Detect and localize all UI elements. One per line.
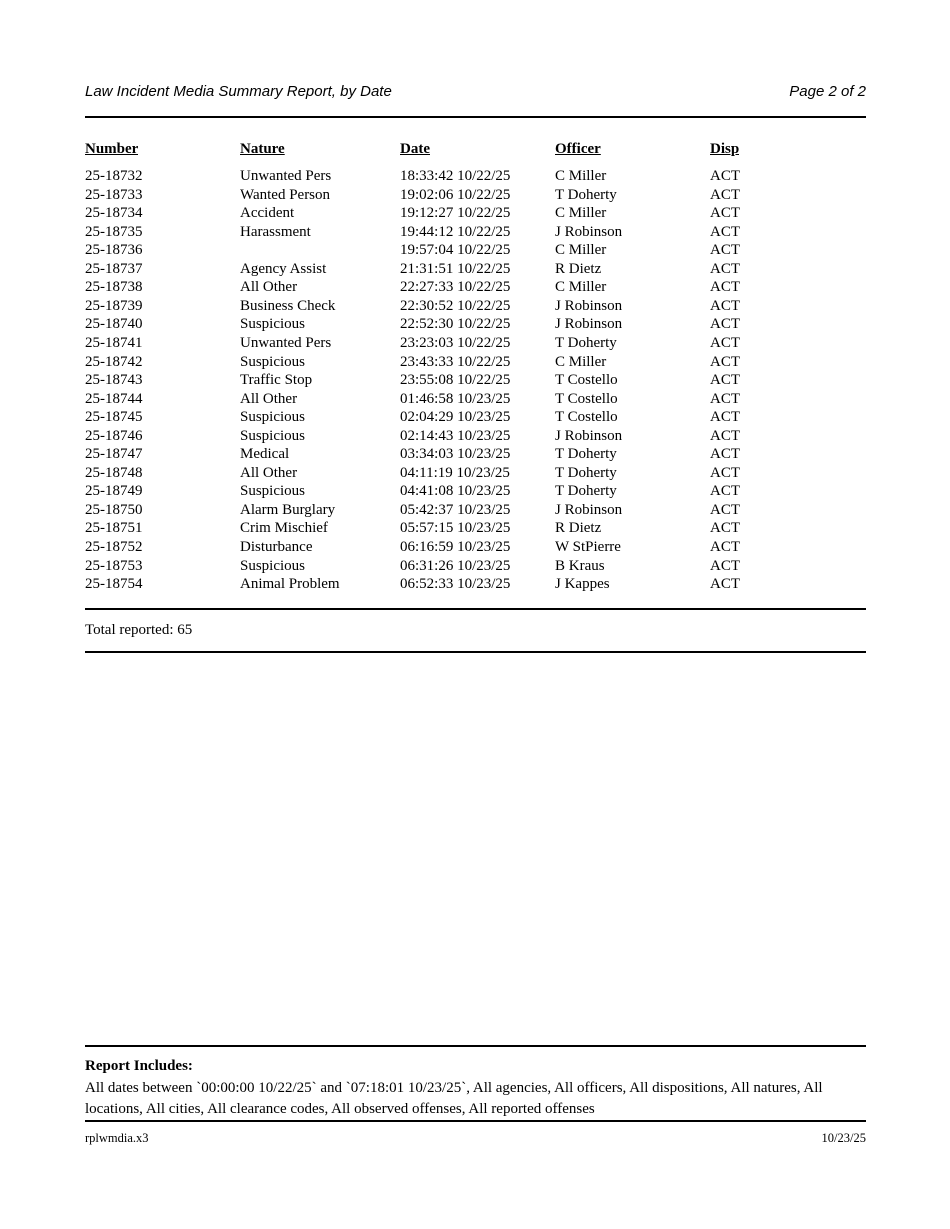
- table-row: [85, 390, 866, 409]
- cell-number: 25-18744: [85, 390, 143, 407]
- table-row: [85, 482, 866, 501]
- cell-nature: Unwanted Pers: [240, 335, 332, 352]
- column-header-date: Date: [400, 141, 430, 157]
- cell-date: 06:31:26 10/23/25: [400, 557, 511, 574]
- cell-disp: ACT: [710, 316, 740, 333]
- cell-number: 25-18753: [85, 557, 143, 574]
- cell-nature: Agency Assist: [240, 260, 327, 277]
- cell-officer: T Doherty: [555, 483, 617, 500]
- table-row: [85, 575, 866, 594]
- cell-number: 25-18747: [85, 446, 143, 463]
- cell-officer: J Kappes: [555, 576, 610, 593]
- report-includes-body: All dates between `00:00:00 10/22/25` and `07:18:01 10/23/25`, All agencies, All officers, All dispositions, All natures, All locations, All cities, All clearance codes, All observed offenses, All reported offenses: [85, 1079, 823, 1117]
- cell-number: 25-18742: [85, 353, 143, 370]
- cell-number: 25-18733: [85, 186, 143, 203]
- cell-number: 25-18740: [85, 316, 143, 333]
- cell-disp: ACT: [710, 539, 740, 556]
- cell-date: 21:31:51 10/22/25: [400, 260, 511, 277]
- table-row: [85, 519, 866, 538]
- report-includes-heading: Report Includes:: [85, 1058, 193, 1074]
- table-row: [85, 260, 866, 279]
- cell-nature: Unwanted Pers: [240, 168, 332, 185]
- cell-nature: Medical: [240, 446, 290, 463]
- cell-officer: C Miller: [555, 168, 607, 185]
- cell-date: 04:11:19 10/23/25: [400, 464, 510, 481]
- cell-number: 25-18743: [85, 372, 143, 389]
- column-header-number: Number: [85, 141, 139, 157]
- cell-number: 25-18751: [85, 520, 143, 537]
- table-row: [85, 334, 866, 353]
- cell-nature: Disturbance: [240, 539, 313, 556]
- table-row: [85, 167, 866, 186]
- cell-disp: ACT: [710, 223, 740, 240]
- cell-officer: T Costello: [555, 390, 618, 407]
- cell-number: 25-18736: [85, 242, 143, 259]
- cell-nature: Suspicious: [240, 557, 306, 574]
- table-row: [85, 278, 866, 297]
- column-header-date-wrap: [400, 140, 555, 164]
- cell-number: 25-18735: [85, 223, 143, 240]
- cell-disp: ACT: [710, 557, 740, 574]
- cell-officer: T Costello: [555, 409, 618, 426]
- cell-nature: All Other: [240, 390, 298, 407]
- cell-nature: Accident: [240, 205, 295, 222]
- total-top-divider: [85, 608, 866, 610]
- table-row: [85, 297, 866, 316]
- cell-number: 25-18745: [85, 409, 143, 426]
- table-row: [85, 223, 866, 242]
- cell-number: 25-18748: [85, 464, 143, 481]
- table-row: [85, 241, 866, 260]
- footer-report-id: rplwmdia.x3: [85, 1131, 149, 1145]
- column-header-nature-wrap: [240, 140, 400, 164]
- incident-table-body: [85, 167, 866, 594]
- table-row: [85, 557, 866, 576]
- table-row: [85, 464, 866, 483]
- cell-officer: T Costello: [555, 372, 618, 389]
- cell-officer: C Miller: [555, 242, 607, 259]
- cell-date: 02:14:43 10/23/25: [400, 427, 511, 444]
- cell-date: 23:23:03 10/22/25: [400, 335, 511, 352]
- cell-disp: ACT: [710, 464, 740, 481]
- table-row: [85, 186, 866, 205]
- cell-officer: C Miller: [555, 205, 607, 222]
- footer-date: 10/23/25: [821, 1131, 866, 1145]
- table-row: [85, 427, 866, 446]
- cell-nature: Alarm Burglary: [240, 501, 336, 518]
- cell-nature: Suspicious: [240, 409, 306, 426]
- cell-date: 01:46:58 10/23/25: [400, 390, 511, 407]
- cell-officer: C Miller: [555, 353, 607, 370]
- cell-officer: T Doherty: [555, 446, 617, 463]
- cell-nature: Suspicious: [240, 316, 306, 333]
- cell-disp: ACT: [710, 501, 740, 518]
- cell-disp: ACT: [710, 520, 740, 537]
- cell-officer: T Doherty: [555, 186, 617, 203]
- table-row: [85, 204, 866, 223]
- table-row: [85, 501, 866, 520]
- cell-date: 02:04:29 10/23/25: [400, 409, 511, 426]
- cell-date: 19:12:27 10/22/25: [400, 205, 511, 222]
- page-number-label: Page 2 of 2: [789, 83, 866, 100]
- cell-date: 19:02:06 10/22/25: [400, 186, 511, 203]
- cell-disp: ACT: [710, 260, 740, 277]
- cell-disp: ACT: [710, 576, 740, 593]
- cell-date: 05:42:37 10/23/25: [400, 501, 511, 518]
- cell-date: 03:34:03 10/23/25: [400, 446, 511, 463]
- table-row: [85, 315, 866, 334]
- cell-number: 25-18738: [85, 279, 143, 296]
- cell-officer: J Robinson: [555, 501, 623, 518]
- cell-disp: ACT: [710, 372, 740, 389]
- cell-disp: ACT: [710, 186, 740, 203]
- column-header-officer-wrap: [555, 140, 710, 164]
- page-footer: [85, 1131, 866, 1146]
- header-divider: [85, 116, 866, 118]
- cell-nature: Suspicious: [240, 427, 306, 444]
- cell-date: 04:41:08 10/23/25: [400, 483, 511, 500]
- footer-divider: [85, 1120, 866, 1122]
- cell-date: 19:44:12 10/22/25: [400, 223, 511, 240]
- cell-date: 22:30:52 10/22/25: [400, 297, 511, 314]
- includes-top-divider: [85, 1045, 866, 1047]
- cell-disp: ACT: [710, 353, 740, 370]
- cell-disp: ACT: [710, 279, 740, 296]
- cell-date: 06:16:59 10/23/25: [400, 539, 511, 556]
- cell-number: 25-18750: [85, 501, 143, 518]
- cell-number: 25-18732: [85, 168, 143, 185]
- cell-date: 22:27:33 10/22/25: [400, 279, 511, 296]
- table-row: [85, 538, 866, 557]
- cell-officer: C Miller: [555, 279, 607, 296]
- report-includes-section: [85, 1056, 866, 1121]
- page-header: [85, 83, 866, 100]
- cell-number: 25-18746: [85, 427, 143, 444]
- table-row: [85, 371, 866, 390]
- cell-nature: Suspicious: [240, 353, 306, 370]
- cell-disp: ACT: [710, 427, 740, 444]
- cell-number: 25-18741: [85, 335, 143, 352]
- cell-number: 25-18739: [85, 297, 143, 314]
- cell-nature: Animal Problem: [240, 576, 340, 593]
- cell-officer: R Dietz: [555, 260, 602, 277]
- cell-nature: Crim Mischief: [240, 520, 328, 537]
- cell-officer: B Kraus: [555, 557, 605, 574]
- cell-date: 22:52:30 10/22/25: [400, 316, 511, 333]
- cell-disp: ACT: [710, 390, 740, 407]
- table-header-row: [85, 140, 866, 164]
- cell-nature: Harassment: [240, 223, 311, 240]
- cell-date: 18:33:42 10/22/25: [400, 168, 511, 185]
- column-header-disp: Disp: [710, 141, 740, 157]
- table-row: [85, 353, 866, 372]
- column-header-nature: Nature: [240, 141, 285, 157]
- column-header-officer: Officer: [555, 141, 601, 157]
- cell-nature: Traffic Stop: [240, 372, 313, 389]
- report-title: Law Incident Media Summary Report, by Date: [85, 83, 392, 100]
- column-header-number-wrap: [85, 140, 240, 164]
- cell-date: 23:43:33 10/22/25: [400, 353, 511, 370]
- incident-table: [85, 140, 866, 594]
- total-bottom-divider: [85, 651, 866, 653]
- cell-date: 06:52:33 10/23/25: [400, 576, 511, 593]
- cell-disp: ACT: [710, 409, 740, 426]
- cell-nature: All Other: [240, 279, 298, 296]
- cell-date: 19:57:04 10/22/25: [400, 242, 511, 259]
- cell-number: 25-18752: [85, 539, 143, 556]
- cell-officer: J Robinson: [555, 297, 623, 314]
- cell-disp: ACT: [710, 242, 740, 259]
- cell-disp: ACT: [710, 205, 740, 222]
- table-row: [85, 408, 866, 427]
- cell-officer: J Robinson: [555, 316, 623, 333]
- cell-officer: T Doherty: [555, 464, 617, 481]
- column-header-disp-wrap: [710, 140, 866, 164]
- cell-nature: Business Check: [240, 297, 336, 314]
- cell-disp: ACT: [710, 297, 740, 314]
- cell-officer: T Doherty: [555, 335, 617, 352]
- cell-disp: ACT: [710, 335, 740, 352]
- cell-disp: ACT: [710, 168, 740, 185]
- cell-date: 23:55:08 10/22/25: [400, 372, 511, 389]
- cell-nature: Wanted Person: [240, 186, 331, 203]
- cell-officer: W StPierre: [555, 539, 621, 556]
- cell-number: 25-18734: [85, 205, 143, 222]
- cell-officer: R Dietz: [555, 520, 602, 537]
- cell-number: 25-18749: [85, 483, 143, 500]
- cell-nature: Suspicious: [240, 483, 306, 500]
- cell-disp: ACT: [710, 483, 740, 500]
- total-reported: Total reported: 65: [85, 622, 193, 638]
- cell-number: 25-18754: [85, 576, 143, 593]
- cell-nature: All Other: [240, 464, 298, 481]
- cell-officer: J Robinson: [555, 427, 623, 444]
- cell-number: 25-18737: [85, 260, 143, 277]
- table-row: [85, 445, 866, 464]
- cell-date: 05:57:15 10/23/25: [400, 520, 511, 537]
- cell-disp: ACT: [710, 446, 740, 463]
- cell-nature: [240, 241, 400, 260]
- cell-officer: J Robinson: [555, 223, 623, 240]
